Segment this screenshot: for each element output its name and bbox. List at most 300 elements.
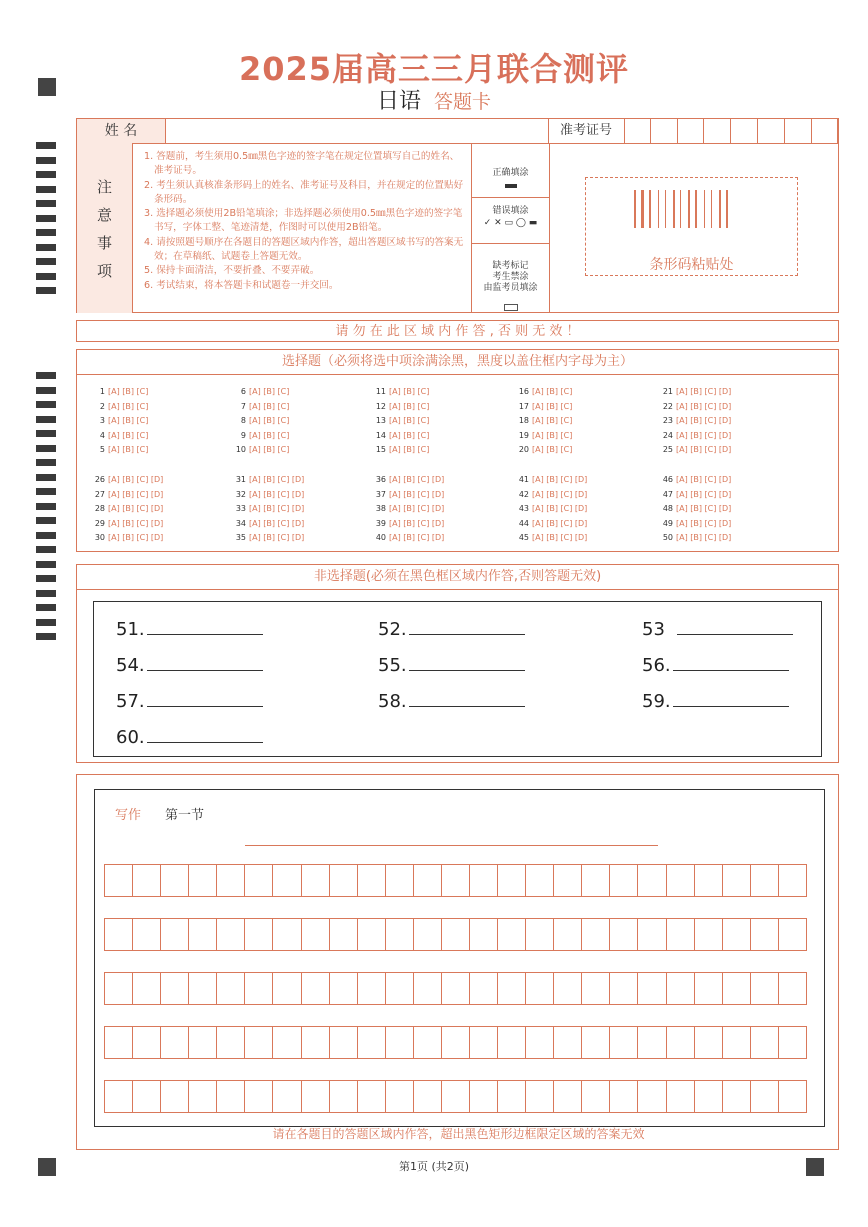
answer-54[interactable]: 54.	[116, 655, 263, 676]
answer-bubbles[interactable]: [A] [B] [C]	[532, 445, 573, 454]
answer-bubbles[interactable]: [A] [B] [C] [D]	[676, 533, 732, 542]
answer-bubbles[interactable]: [A] [B] [C] [D]	[676, 489, 732, 499]
answer-bubbles[interactable]: [A] [B] [C] [D]	[532, 533, 588, 542]
barcode-area	[585, 177, 798, 276]
grid-cell[interactable]	[779, 973, 806, 1004]
grid-cell[interactable]	[610, 865, 638, 896]
mcq-question-48[interactable]	[659, 504, 731, 513]
mcq-question-41[interactable]	[515, 475, 587, 484]
grid-cell[interactable]	[554, 1081, 582, 1112]
question-number: 30	[94, 533, 105, 542]
grid-cell[interactable]	[161, 865, 189, 896]
grid-cell[interactable]	[105, 919, 133, 950]
mcq-question-28[interactable]	[91, 504, 163, 513]
answer-60[interactable]: 60.	[116, 727, 263, 748]
question-number: 38	[375, 504, 386, 513]
grid-row[interactable]	[104, 1080, 807, 1113]
subject-line	[0, 84, 868, 115]
exam-no-cell[interactable]	[650, 119, 651, 143]
grid-cell[interactable]	[723, 865, 751, 896]
grid-cell[interactable]	[638, 865, 666, 896]
mcq-question-21[interactable]	[659, 387, 731, 396]
grid-cell[interactable]	[414, 1081, 442, 1112]
answer-bubbles[interactable]: [A] [B] [C]	[108, 445, 149, 454]
fill-wrong-label: 错误填涂	[492, 206, 529, 216]
mcq-question-47[interactable]	[659, 490, 731, 499]
grid-cell[interactable]	[386, 1081, 414, 1112]
grid-cell[interactable]	[582, 1081, 610, 1112]
answer-bubbles[interactable]: [A] [B] [C]	[389, 430, 430, 440]
barcode-icon	[634, 190, 750, 228]
grid-cell[interactable]	[302, 919, 330, 950]
answer-55[interactable]: 55.	[378, 655, 525, 676]
grid-cell[interactable]	[526, 865, 554, 896]
grid-cell[interactable]	[610, 919, 638, 950]
grid-cell[interactable]	[161, 973, 189, 1004]
answer-bubbles[interactable]: [A] [B] [C] [D]	[249, 533, 305, 542]
grid-cell[interactable]	[217, 919, 245, 950]
grid-cell[interactable]	[554, 973, 582, 1004]
grid-cell[interactable]	[273, 919, 301, 950]
grid-cell[interactable]	[638, 919, 666, 950]
grid-cell[interactable]	[105, 973, 133, 1004]
grid-cell[interactable]	[161, 1027, 189, 1058]
mcq-question-10[interactable]	[232, 445, 289, 454]
grid-cell[interactable]	[442, 1027, 470, 1058]
grid-cell[interactable]	[779, 1081, 806, 1112]
grid-cell[interactable]	[330, 1081, 358, 1112]
question-number: 47	[662, 489, 673, 499]
grid-cell[interactable]	[245, 865, 273, 896]
fill-examples	[471, 143, 550, 313]
answer-bubbles[interactable]: [A] [B] [C] [D]	[676, 504, 732, 513]
answer-bubbles[interactable]: [A] [B] [C]	[249, 445, 290, 454]
grid-cell[interactable]	[273, 865, 301, 896]
question-number: 10	[235, 445, 246, 454]
answer-bubbles[interactable]: [A] [B] [C] [D]	[389, 475, 445, 484]
grid-cell[interactable]	[217, 1081, 245, 1112]
exam-no-cell[interactable]	[811, 119, 812, 143]
answer-bubbles[interactable]: [A] [B] [C] [D]	[108, 533, 164, 542]
grid-row[interactable]	[104, 864, 807, 897]
grid-cell[interactable]	[751, 1027, 779, 1058]
answer-bubbles[interactable]: [A] [B] [C] [D]	[389, 504, 445, 513]
mcq-question-5[interactable]	[91, 445, 148, 454]
answer-53[interactable]: 53	[642, 619, 793, 640]
grid-cell[interactable]	[610, 1027, 638, 1058]
grid-cell[interactable]	[470, 973, 498, 1004]
grid-cell[interactable]	[133, 973, 161, 1004]
grid-cell[interactable]	[105, 1081, 133, 1112]
grid-cell[interactable]	[751, 919, 779, 950]
answer-59[interactable]: 59.	[642, 691, 789, 712]
info-table	[76, 118, 839, 313]
mcq-question-17[interactable]	[515, 402, 572, 411]
grid-cell[interactable]	[638, 1027, 666, 1058]
grid-cell[interactable]	[189, 865, 217, 896]
question-number: 44	[518, 518, 529, 528]
answer-bubbles[interactable]: [A] [B] [C]	[532, 416, 573, 425]
question-number: 23	[662, 416, 673, 425]
grid-cell[interactable]	[498, 1027, 526, 1058]
mcq-question-13[interactable]	[372, 416, 429, 425]
answer-bubbles[interactable]: [A] [B] [C] [D]	[249, 518, 305, 528]
question-number: 17	[518, 401, 529, 411]
grid-cell[interactable]	[695, 865, 723, 896]
grid-cell[interactable]	[582, 1027, 610, 1058]
grid-cell[interactable]	[414, 865, 442, 896]
mcq-question-6[interactable]	[232, 387, 289, 396]
grid-cell[interactable]	[526, 1027, 554, 1058]
question-number: 19	[518, 430, 529, 440]
mcq-question-20[interactable]	[515, 445, 572, 454]
mcq-question-30[interactable]	[91, 533, 163, 542]
grid-cell[interactable]	[330, 865, 358, 896]
answer-bubbles[interactable]: [A] [B] [C]	[249, 416, 290, 425]
mcq-question-9[interactable]	[232, 431, 289, 440]
answer-bubbles[interactable]: [A] [B] [C]	[108, 387, 149, 396]
absent-checkbox[interactable]	[504, 304, 518, 311]
mcq-question-36[interactable]	[372, 475, 444, 484]
mcq-question-8[interactable]	[232, 416, 289, 425]
answer-bubbles[interactable]: [A] [B] [C] [D]	[676, 475, 732, 484]
grid-cell[interactable]	[386, 1027, 414, 1058]
answer-bubbles[interactable]: [A] [B] [C] [D]	[389, 489, 445, 499]
bottom-note: 请在各题目的答题区域内作答，超出黑色矩形边框限定区域的答案无效	[272, 1127, 645, 1141]
grid-cell[interactable]	[189, 1081, 217, 1112]
answer-58[interactable]: 58.	[378, 691, 525, 712]
timing-mark	[36, 590, 56, 597]
grid-cell[interactable]	[554, 1027, 582, 1058]
answer-bubbles[interactable]: [A] [B] [C] [D]	[676, 445, 732, 454]
grid-cell[interactable]	[470, 1081, 498, 1112]
grid-cell[interactable]	[526, 1081, 554, 1112]
grid-cell[interactable]	[779, 1027, 806, 1058]
grid-cell[interactable]	[751, 973, 779, 1004]
answer-bubbles[interactable]: [A] [B] [C]	[389, 387, 430, 396]
answer-52[interactable]: 52.	[378, 619, 525, 640]
timing-mark	[36, 459, 56, 466]
grid-cell[interactable]	[723, 1081, 751, 1112]
grid-cell[interactable]	[470, 919, 498, 950]
question-number: 4	[99, 430, 105, 440]
grid-cell[interactable]	[105, 1027, 133, 1058]
answer-bubbles[interactable]: [A] [B] [C] [D]	[676, 518, 732, 528]
mcq-question-44[interactable]	[515, 519, 587, 528]
answer-56[interactable]: 56.	[642, 655, 789, 676]
grid-cell[interactable]	[667, 1027, 695, 1058]
grid-cell[interactable]	[442, 865, 470, 896]
answer-bubbles[interactable]: [A] [B] [C] [D]	[108, 489, 164, 499]
grid-cell[interactable]	[330, 919, 358, 950]
answer-bubbles[interactable]: [A] [B] [C]	[532, 401, 573, 411]
mcq-question-37[interactable]	[372, 490, 444, 499]
grid-cell[interactable]	[358, 865, 386, 896]
grid-cell[interactable]	[217, 1027, 245, 1058]
answer-bubbles[interactable]: [A] [B] [C] [D]	[249, 504, 305, 513]
grid-cell[interactable]	[498, 865, 526, 896]
timing-mark	[36, 244, 56, 251]
grid-cell[interactable]	[667, 1081, 695, 1112]
question-number: 21	[662, 387, 673, 396]
mcq-question-1[interactable]	[91, 387, 148, 396]
mcq-question-34[interactable]	[232, 519, 304, 528]
name-input[interactable]	[165, 119, 549, 144]
answer-bubbles[interactable]: [A] [B] [C]	[532, 430, 573, 440]
grid-cell[interactable]	[386, 919, 414, 950]
timing-mark	[36, 488, 56, 495]
mcq-question-7[interactable]	[232, 402, 289, 411]
grid-cell[interactable]	[751, 865, 779, 896]
grid-cell[interactable]	[751, 1081, 779, 1112]
name-label: 姓 名	[77, 119, 166, 144]
grid-cell[interactable]	[723, 973, 751, 1004]
grid-cell[interactable]	[667, 973, 695, 1004]
answer-bubbles[interactable]: [A] [B] [C] [D]	[532, 475, 588, 484]
grid-cell[interactable]	[330, 973, 358, 1004]
mcq-question-14[interactable]	[372, 431, 429, 440]
answer-bubbles[interactable]: [A] [B] [C]	[249, 430, 290, 440]
grid-cell[interactable]	[695, 1027, 723, 1058]
grid-cell[interactable]	[330, 1027, 358, 1058]
exam-no-cell[interactable]	[730, 119, 731, 143]
answer-bubbles[interactable]: [A] [B] [C] [D]	[108, 475, 164, 484]
grid-cell[interactable]	[779, 865, 806, 896]
grid-cell[interactable]	[526, 919, 554, 950]
question-number: 13	[375, 416, 386, 425]
grid-row[interactable]	[104, 918, 807, 951]
mcq-question-2[interactable]	[91, 402, 148, 411]
grid-cell[interactable]	[414, 919, 442, 950]
grid-cell[interactable]	[414, 1027, 442, 1058]
answer-51[interactable]: 51.	[116, 619, 263, 640]
grid-cell[interactable]	[695, 973, 723, 1004]
mcq-question-33[interactable]	[232, 504, 304, 513]
answer-bubbles[interactable]: [A] [B] [C]	[389, 445, 430, 454]
mcq-question-18[interactable]	[515, 416, 572, 425]
answer-bubbles[interactable]: [A] [B] [C] [D]	[108, 518, 164, 528]
mcq-question-16[interactable]	[515, 387, 572, 396]
grid-cell[interactable]	[358, 1027, 386, 1058]
grid-cell[interactable]	[386, 973, 414, 1004]
mcq-question-43[interactable]	[515, 504, 587, 513]
grid-cell[interactable]	[245, 919, 273, 950]
grid-cell[interactable]	[245, 1027, 273, 1058]
grid-cell[interactable]	[498, 919, 526, 950]
barcode-bar	[695, 190, 697, 228]
mcq-section	[76, 349, 839, 552]
question-number: 29	[94, 518, 105, 528]
grid-cell[interactable]	[217, 865, 245, 896]
mcq-question-40[interactable]	[372, 533, 444, 542]
barcode-bar	[719, 190, 721, 228]
answer-bubbles[interactable]: [A] [B] [C] [D]	[676, 430, 732, 440]
grid-cell[interactable]	[582, 865, 610, 896]
grid-cell[interactable]	[358, 919, 386, 950]
barcode-bar	[665, 190, 666, 228]
exam-no-cell[interactable]	[703, 119, 704, 143]
answer-bubbles[interactable]: [A] [B] [C] [D]	[532, 518, 588, 528]
exam-no-cell[interactable]	[837, 119, 838, 143]
nonmcq-section	[76, 564, 839, 763]
question-number: 26	[94, 475, 105, 484]
mcq-question-35[interactable]	[232, 533, 304, 542]
mcq-question-50[interactable]	[659, 533, 731, 542]
mcq-question-11[interactable]	[372, 387, 429, 396]
answer-bubbles[interactable]: [A] [B] [C]	[108, 430, 149, 440]
grid-cell[interactable]	[105, 865, 133, 896]
grid-cell[interactable]	[526, 973, 554, 1004]
grid-cell[interactable]	[302, 1081, 330, 1112]
answer-bubbles[interactable]: [A] [B] [C]	[108, 416, 149, 425]
mcq-question-39[interactable]	[372, 519, 444, 528]
mcq-question-15[interactable]	[372, 445, 429, 454]
answer-bubbles[interactable]: [A] [B] [C]	[389, 416, 430, 425]
wrong-fill-sample: ✓ ✕ ▭ ◯ ▬	[483, 218, 538, 228]
exam-no-input[interactable]	[624, 119, 839, 144]
answer-bubbles[interactable]: [A] [B] [C]	[108, 401, 149, 411]
mcq-question-23[interactable]	[659, 416, 731, 425]
mcq-question-42[interactable]	[515, 490, 587, 499]
mcq-question-49[interactable]	[659, 519, 731, 528]
mcq-question-24[interactable]	[659, 431, 731, 440]
grid-cell[interactable]	[667, 865, 695, 896]
answer-bubbles[interactable]: [A] [B] [C]	[389, 401, 430, 411]
mcq-question-4[interactable]	[91, 431, 148, 440]
question-number: 6	[240, 387, 246, 396]
timing-mark	[36, 142, 56, 149]
mcq-question-22[interactable]	[659, 402, 731, 411]
grid-cell[interactable]	[470, 1027, 498, 1058]
answer-bubbles[interactable]: [A] [B] [C] [D]	[389, 518, 445, 528]
question-number: 16	[518, 387, 529, 396]
grid-cell[interactable]	[414, 973, 442, 1004]
mcq-question-45[interactable]	[515, 533, 587, 542]
grid-cell[interactable]	[189, 919, 217, 950]
grid-row[interactable]	[104, 972, 807, 1005]
grid-cell[interactable]	[610, 973, 638, 1004]
question-number: 9	[240, 430, 246, 440]
grid-cell[interactable]	[610, 1081, 638, 1112]
timing-mark	[36, 503, 56, 510]
timing-mark	[36, 258, 56, 265]
mcq-question-38[interactable]	[372, 504, 444, 513]
barcode-bar	[658, 190, 659, 228]
grid-cell[interactable]	[470, 865, 498, 896]
grid-cell[interactable]	[358, 973, 386, 1004]
mcq-question-19[interactable]	[515, 431, 572, 440]
notice-label: 注 意 事 项	[77, 143, 133, 313]
mcq-question-25[interactable]	[659, 445, 731, 454]
grid-cell[interactable]	[582, 973, 610, 1004]
grid-cell[interactable]	[695, 919, 723, 950]
answer-bubbles[interactable]: [A] [B] [C] [D]	[532, 489, 588, 499]
grid-cell[interactable]	[554, 865, 582, 896]
grid-cell[interactable]	[358, 1081, 386, 1112]
grid-cell[interactable]	[442, 919, 470, 950]
grid-cell[interactable]	[442, 973, 470, 1004]
writing-section-label: 第一节	[165, 808, 205, 823]
answer-bubbles[interactable]: [A] [B] [C] [D]	[676, 416, 732, 425]
timing-mark	[36, 273, 56, 280]
mcq-question-26[interactable]	[91, 475, 163, 484]
grid-cell[interactable]	[133, 1027, 161, 1058]
mcq-question-29[interactable]	[91, 519, 163, 528]
grid-cell[interactable]	[442, 1081, 470, 1112]
grid-cell[interactable]	[695, 1081, 723, 1112]
answer-bubbles[interactable]: [A] [B] [C] [D]	[249, 489, 305, 499]
grid-cell[interactable]	[273, 973, 301, 1004]
grid-cell[interactable]	[217, 973, 245, 1004]
answer-57[interactable]: 57.	[116, 691, 263, 712]
grid-cell[interactable]	[273, 1027, 301, 1058]
answer-bubbles[interactable]: [A] [B] [C] [D]	[676, 401, 732, 411]
barcode-bar	[673, 190, 675, 228]
grid-cell[interactable]	[779, 919, 806, 950]
grid-cell[interactable]	[189, 1027, 217, 1058]
answer-bubbles[interactable]: [A] [B] [C]	[249, 387, 290, 396]
grid-cell[interactable]	[386, 865, 414, 896]
grid-cell[interactable]	[723, 919, 751, 950]
mcq-question-27[interactable]	[91, 490, 163, 499]
grid-cell[interactable]	[133, 865, 161, 896]
fill-correct-label: 正确填涂	[492, 168, 529, 178]
grid-cell[interactable]	[302, 1027, 330, 1058]
grid-cell[interactable]	[189, 973, 217, 1004]
grid-cell[interactable]	[667, 919, 695, 950]
answer-bubbles[interactable]: [A] [B] [C] [D]	[108, 504, 164, 513]
answer-bubbles[interactable]: [A] [B] [C] [D]	[532, 504, 588, 513]
question-number: 1	[99, 387, 105, 396]
grid-cell[interactable]	[723, 1027, 751, 1058]
grid-cell[interactable]	[133, 1081, 161, 1112]
mcq-question-12[interactable]	[372, 402, 429, 411]
grid-cell[interactable]	[245, 1081, 273, 1112]
grid-cell[interactable]	[133, 919, 161, 950]
question-number: 8	[240, 416, 246, 425]
grid-cell[interactable]	[498, 1081, 526, 1112]
grid-cell[interactable]	[638, 973, 666, 1004]
grid-cell[interactable]	[554, 919, 582, 950]
grid-cell[interactable]	[161, 1081, 189, 1112]
grid-cell[interactable]	[582, 919, 610, 950]
answer-bubbles[interactable]: [A] [B] [C] [D]	[389, 533, 445, 542]
grid-row[interactable]	[104, 1026, 807, 1059]
answer-bubbles[interactable]: [A] [B] [C] [D]	[676, 387, 732, 396]
mcq-question-46[interactable]	[659, 475, 731, 484]
exam-no-cell[interactable]	[784, 119, 785, 143]
question-number: 39	[375, 518, 386, 528]
grid-cell[interactable]	[161, 919, 189, 950]
answer-bubbles[interactable]: [A] [B] [C] [D]	[249, 475, 305, 484]
grid-cell[interactable]	[245, 973, 273, 1004]
exam-no-cell[interactable]	[757, 119, 758, 143]
mcq-question-32[interactable]	[232, 490, 304, 499]
answer-bubbles[interactable]: [A] [B] [C]	[532, 387, 573, 396]
question-number: 45	[518, 533, 529, 542]
grid-cell[interactable]	[638, 1081, 666, 1112]
answer-bubbles[interactable]: [A] [B] [C]	[249, 401, 290, 411]
mcq-question-31[interactable]	[232, 475, 304, 484]
mcq-question-3[interactable]	[91, 416, 148, 425]
grid-cell[interactable]	[302, 973, 330, 1004]
exam-no-cell[interactable]	[677, 119, 678, 143]
grid-cell[interactable]	[302, 865, 330, 896]
writing-title-line[interactable]	[245, 845, 658, 846]
grid-cell[interactable]	[498, 973, 526, 1004]
nonmcq-title: 非选择题(必须在黑色框区域内作答,否则答题无效)	[77, 565, 838, 590]
grid-cell[interactable]	[273, 1081, 301, 1112]
